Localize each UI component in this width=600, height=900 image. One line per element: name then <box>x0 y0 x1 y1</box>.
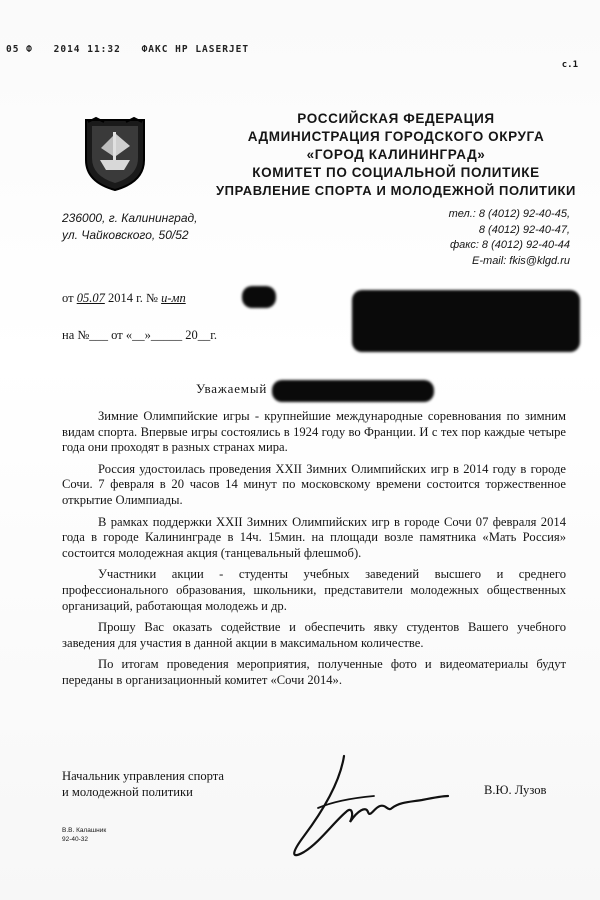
ref-from-label: от <box>62 291 74 305</box>
redaction-recipient <box>352 290 580 352</box>
body-paragraph: В рамках поддержки XXII Зимних Олимпийских игр в городе Сочи 07 февраля 2014 года в городе Калининграде в 14ч. 15мин. на площади возле памятника «Мать Россия» состоится молодежная акция (танцевальный флешмоб). <box>62 514 566 560</box>
fax-page-number: с.1 <box>561 60 578 70</box>
city-coat-of-arms-icon <box>82 116 148 192</box>
fax-transmission-header <box>6 44 263 55</box>
executor-phone: 92-40-32 <box>62 836 89 843</box>
org-country: РОССИЙСКАЯ ФЕДЕРАЦИЯ <box>297 111 495 126</box>
redaction-addressee-name <box>272 380 434 402</box>
executor-name: В.В. Калашник <box>62 827 107 834</box>
fax-date: 05 Ф <box>6 44 33 55</box>
incoming-reference: на №___ от «__»_____ 20__г. <box>62 328 218 342</box>
org-department: УПРАВЛЕНИЕ СПОРТА И МОЛОДЕЖНОЙ ПОЛИТИКИ <box>215 183 577 198</box>
fax-number: факс: 8 (4012) 92-40-44 <box>449 239 570 251</box>
outgoing-reference <box>62 291 186 306</box>
email-address: E-mail: fkis@klgd.ru <box>472 254 570 267</box>
salutation <box>196 381 267 397</box>
body-paragraph: Зимние Олимпийские игры - крупнейшие международные соревнования по зимним видам спорта. Впервые игры состоялись в 1924 году во Франции. И с тех пор каждые четыре года они проходят в разных странах мира. <box>62 409 566 455</box>
signer-title-line-1: Начальник управления спорта <box>62 769 224 783</box>
redaction-ref-number <box>242 286 276 308</box>
address-line-2: ул. Чайковского, 50/52 <box>62 228 189 242</box>
phone-2: 8 (4012) 92-40-47, <box>478 223 570 236</box>
body-paragraph: Прошу Вас оказать содействие и обеспечить явку студентов Вашего учебного заведения для участия в данной акции в максимальном количестве. <box>62 620 566 650</box>
signer-title <box>62 768 224 800</box>
postal-address <box>62 210 197 244</box>
executor-note <box>62 826 106 844</box>
signer-name: В.Ю. Лузов <box>484 783 547 797</box>
fax-time: 2014 11:32 <box>53 44 121 55</box>
letter-body <box>62 409 566 695</box>
body-paragraph: Россия удостоилась проведения XXII Зимних Олимпийских игр в 2014 году в городе Сочи. 7 февраля в 20 часов 14 минут по московскому времени состоится торжественное открытие Олимпиады. <box>62 461 566 507</box>
fax-device: ФАКС HP LASERJET <box>141 44 250 55</box>
ref-handwritten-number: и-мп <box>161 291 186 305</box>
address-line-1: 236000, г. Калининград, <box>62 211 198 225</box>
salutation-text: Уважаемый <box>196 381 268 396</box>
signer-title-line-2: и молодежной политики <box>62 785 193 799</box>
ref-year: 2014 г. № <box>107 291 158 305</box>
org-city: «ГОРОД КАЛИНИНГРАД» <box>306 147 486 162</box>
phone-1: тел.: 8 (4012) 92-40-45, <box>448 208 570 220</box>
organization-letterhead <box>196 110 596 200</box>
org-committee: КОМИТЕТ ПО СОЦИАЛЬНОЙ ПОЛИТИКЕ <box>252 165 540 180</box>
handwritten-signature <box>282 752 452 862</box>
org-administration: АДМИНИСТРАЦИЯ ГОРОДСКОГО ОКРУГА <box>247 129 545 144</box>
body-paragraph: Участники акции - студенты учебных заведений высшего и среднего профессионального образования, школьники, представители молодежных общественных организаций, работающая молодежь и др. <box>62 567 566 613</box>
contact-block <box>449 207 570 269</box>
ref-handwritten-date: 05.07 <box>76 291 105 305</box>
body-paragraph: По итогам проведения мероприятия, полученные фото и видеоматериалы будут переданы в организационный комитет «Сочи 2014». <box>62 657 566 687</box>
